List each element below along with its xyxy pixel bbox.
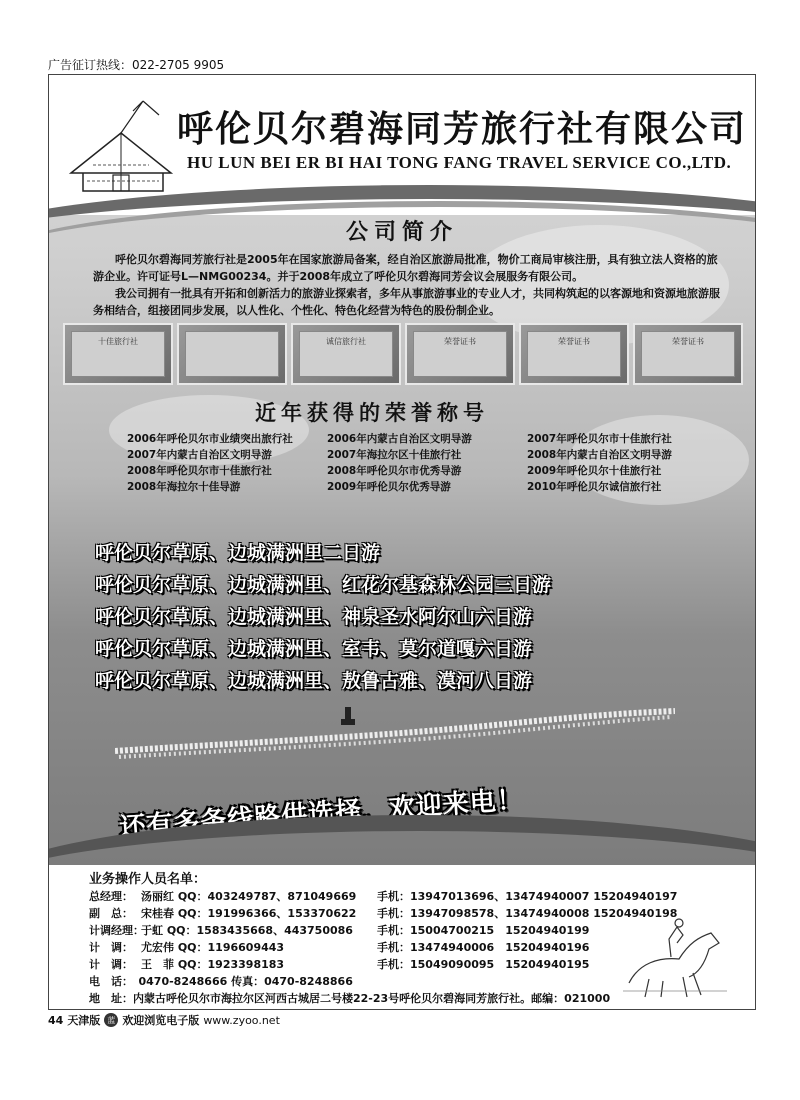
certificate-photo: 荣誉证书: [519, 323, 629, 385]
certificate-photo: [177, 323, 287, 385]
horse-rider-sketch-icon: [619, 913, 729, 999]
honor-item: 2009年呼伦贝尔十佳旅行社: [527, 465, 662, 477]
tour-route: 呼伦贝尔草原、边城满洲里、室韦、莫尔道嘎六日游: [95, 638, 533, 660]
staff-title: 业务操作人员名单：: [89, 872, 207, 887]
advertisement-frame: [48, 74, 756, 1010]
intro-paragraph: 我公司拥有一批具有开拓和创新活力的旅游业探索者，多年从事旅游事业的专业人才，共同构筑起的以客源地和资源地旅游服务相结合，组接团同步发展，以人性化、个性化、特色化经营为特色的股份制企业。: [93, 287, 720, 317]
company-name-cn: 呼伦贝尔碧海同芳旅行社有限公司: [177, 108, 748, 150]
sheep-herd-icon: [115, 703, 675, 763]
phone-fax: 电 话： 0470-8248666 传真：0470-8248866: [89, 975, 353, 988]
certificate-photo: 荣誉证书: [405, 323, 515, 385]
staff-row: 副 总： 宋桂春 QQ：191996366、153370622 手机：13947098578、13474940008 15204940198: [89, 907, 678, 920]
tour-routes: [95, 537, 551, 697]
zoyo-logo-icon: 蓝: [104, 1013, 118, 1027]
staff-row: 计 调： 尤宏伟 QQ：1196609443 手机：13474940006 15204940196: [89, 941, 590, 954]
tour-route: 呼伦贝尔草原、边城满洲里、红花尔基森林公园三日游: [95, 574, 552, 596]
honor-item: 2006年呼伦贝尔市业绩突出旅行社: [127, 433, 293, 445]
tour-route: 呼伦贝尔草原、边城满洲里、神泉圣水阿尔山六日游: [95, 606, 533, 628]
honor-item: 2008年海拉尔十佳导游: [127, 481, 241, 493]
tour-route: 呼伦贝尔草原、边城满洲里、敖鲁古雅、漠河八日游: [95, 670, 533, 692]
intro-title: 公司简介: [345, 220, 458, 245]
tour-route: 呼伦贝尔草原、边城满洲里二日游: [95, 542, 381, 564]
certificate-photo: 诚信旅行社: [291, 323, 401, 385]
certificate-photo: 荣誉证书: [633, 323, 743, 385]
honors-list: [127, 431, 727, 495]
honor-item: 2006年内蒙古自治区文明导游: [327, 433, 472, 445]
company-intro: [93, 251, 723, 319]
staff-row: 计 调： 王 菲 QQ：1923398183 手机：15049090095 15204940195: [89, 958, 590, 971]
company-name-en: HU LUN BEI ER BI HAI TONG FANG TRAVEL SERVICE CO.,LTD.: [187, 153, 732, 172]
certificate-photos: [63, 323, 743, 385]
honor-item: 2008年内蒙古自治区文明导游: [527, 449, 672, 461]
honor-row: [127, 431, 727, 447]
slogan: 还有多条线路供选择，欢迎来电！: [118, 784, 525, 844]
honors-title: 近年获得的荣誉称号: [255, 401, 489, 425]
website-link[interactable]: www.zyoo.net: [203, 1013, 280, 1027]
staff-list: [89, 871, 678, 1007]
honor-item: 2007年呼伦贝尔市十佳旅行社: [527, 433, 672, 445]
honor-item: 2010年呼伦贝尔诚信旅行社: [527, 481, 662, 493]
certificate-photo: 十佳旅行社: [63, 323, 173, 385]
edition: 天津版: [67, 1014, 101, 1027]
honor-item: 2007年内蒙古自治区文明导游: [127, 449, 272, 461]
honor-row: [127, 447, 727, 463]
honor-item: 2008年呼伦贝尔市优秀导游: [327, 465, 462, 477]
honor-item: 2007年海拉尔区十佳旅行社: [327, 449, 462, 461]
staff-row: 总经理： 汤丽红 QQ：403249787、871049669 手机：13947013696、13474940007 15204940197: [89, 890, 678, 903]
browse-text: 欢迎浏览电子版: [122, 1014, 200, 1027]
honor-row: [127, 463, 727, 479]
honor-item: 2008年呼伦贝尔市十佳旅行社: [127, 465, 272, 477]
intro-paragraph: 呼伦贝尔碧海同芳旅行社是2005年在国家旅游局备案，经自治区旅游局批准，物价工商局审核注册，具有独立法人资格的旅游企业。许可证号L—NMG00234。并于2008年成立了呼伦贝尔碧海同芳会议会展服务有限公司。: [93, 253, 718, 283]
page-footer: [48, 1012, 280, 1028]
page-number: 44: [48, 1013, 64, 1027]
ad-hotline: 广告征订热线：022-2705 9905: [48, 58, 225, 72]
honor-item: 2009年呼伦贝尔优秀导游: [327, 481, 451, 493]
yurt-logo-icon: [63, 93, 179, 197]
address: 地 址：内蒙古呼伦贝尔市海拉尔区河西古城居二号楼22-23号呼伦贝尔碧海同芳旅行社。邮编：021000: [89, 992, 611, 1005]
honor-row: [127, 479, 727, 495]
staff-row: 计调经理： 于虹 QQ：1583435668、443750086 手机：15004700215 15204940199: [89, 924, 590, 937]
